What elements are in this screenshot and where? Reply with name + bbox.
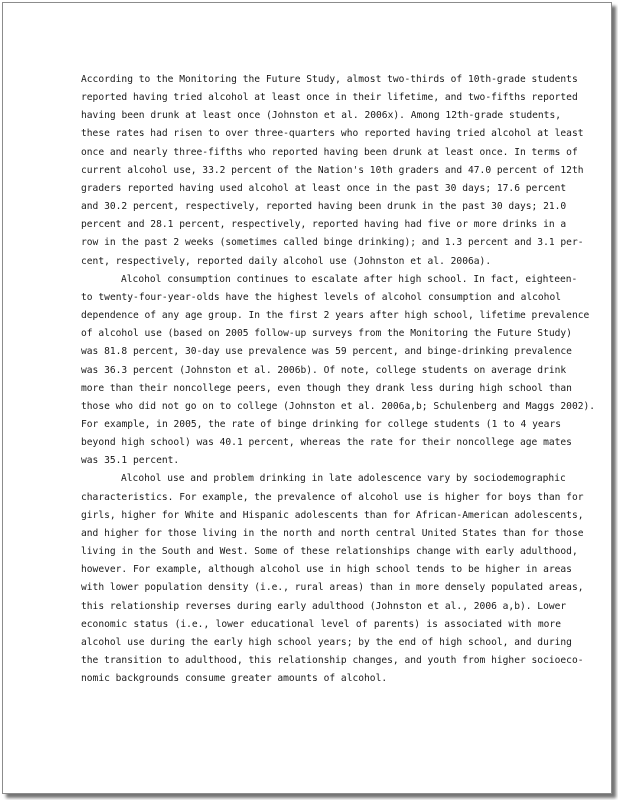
text-line: the transition to adulthood, this relationship changes, and youth from higher socioeco- bbox=[81, 655, 584, 666]
paragraph-1 bbox=[81, 71, 584, 271]
text-line: of alcohol use (based on 2005 follow-up surveys from the Monitoring the Future Study) bbox=[81, 328, 572, 340]
text-line: graders reported having used alcohol at least once in the past 30 days; 17.6 percent bbox=[81, 182, 567, 194]
text-line: this relationship reverses during early adulthood (Johnston et al., 2006 a,b). Lower bbox=[81, 600, 567, 612]
text-line: characteristics. For example, the prevalence of alcohol use is higher for boys than for bbox=[81, 491, 584, 503]
text-line: alcohol use during the early high school years; by the end of high school, and during bbox=[81, 636, 572, 648]
text-line: more than their noncollege peers, even though they drank less during high school than bbox=[81, 382, 572, 394]
text-line: cent, respectively, reported daily alcohol use (Johnston et al. 2006a). bbox=[81, 255, 492, 267]
text-line: living in the South and West. Some of these relationships change with early adulthood, bbox=[81, 546, 578, 558]
text-line: was 36.3 percent (Johnston et al. 2006b). Of note, college students on average drink bbox=[81, 364, 567, 376]
document-body bbox=[81, 71, 596, 688]
text-line: For example, in 2005, the rate of binge drinking for college students (1 to 4 years bbox=[81, 418, 561, 430]
text-line: current alcohol use, 33.2 percent of the Nation's 10th graders and 47.0 percent of 12th bbox=[81, 164, 584, 176]
text-line: dependence of any age group. In the first 2 years after high school, lifetime prevalence bbox=[81, 310, 590, 322]
text-line: these rates had risen to over three-quarters who reported having tried alcohol at least bbox=[81, 128, 584, 140]
text-line: was 35.1 percent. bbox=[81, 455, 180, 467]
text-line: and 30.2 percent, respectively, reported having been drunk in the past 30 days; 21.0 bbox=[81, 201, 567, 213]
text-line: with lower population density (i.e., rural areas) than in more densely populated areas, bbox=[81, 582, 584, 594]
text-line: Alcohol use and problem drinking in late adolescence vary by sociodemographic bbox=[121, 473, 566, 485]
text-line: percent and 28.1 percent, respectively, reported having had five or more drinks in a bbox=[81, 219, 567, 231]
text-line: Alcohol consumption continues to escalate after high school. In fact, eighteen- bbox=[121, 273, 578, 285]
text-line: to twenty-four-year-olds have the highest levels of alcohol consumption and alcohol bbox=[81, 291, 561, 303]
text-line: once and nearly three-fifths who reported having been drunk at least once. In terms of bbox=[81, 146, 578, 158]
text-line: nomic backgrounds consume greater amounts of alcohol. bbox=[81, 673, 388, 685]
document-page bbox=[2, 2, 612, 794]
text-line: beyond high school) was 40.1 percent, whereas the rate for their noncollege age mates bbox=[81, 437, 572, 449]
paragraph-2 bbox=[81, 271, 596, 471]
text-line: row in the past 2 weeks (sometimes called binge drinking); and 1.3 percent and 3.1 per- bbox=[81, 237, 584, 249]
text-line: however. For example, although alcohol use in high school tends to be higher in areas bbox=[81, 564, 572, 576]
text-line: economic status (i.e., lower educational level of parents) is associated with more bbox=[81, 618, 561, 630]
paragraph-3 bbox=[81, 470, 584, 688]
text-line: According to the Monitoring the Future Study, almost two-thirds of 10th-grade students bbox=[81, 74, 578, 85]
text-line: reported having tried alcohol at least once in their lifetime, and two-fifths reported bbox=[81, 92, 578, 104]
text-line: girls, higher for White and Hispanic adolescents than for African-American adolescents, bbox=[81, 509, 584, 521]
text-line: having been drunk at least once (Johnston et al. 2006x). Among 12th-grade students, bbox=[81, 110, 561, 122]
text-line: was 81.8 percent, 30-day use prevalence was 59 percent, and binge-drinking prevalence bbox=[81, 346, 572, 358]
text-line: those who did not go on to college (Johnston et al. 2006a,b; Schulenberg and Maggs 2002). bbox=[81, 400, 596, 412]
text-line: and higher for those living in the north and north central United States than for those bbox=[81, 527, 584, 539]
